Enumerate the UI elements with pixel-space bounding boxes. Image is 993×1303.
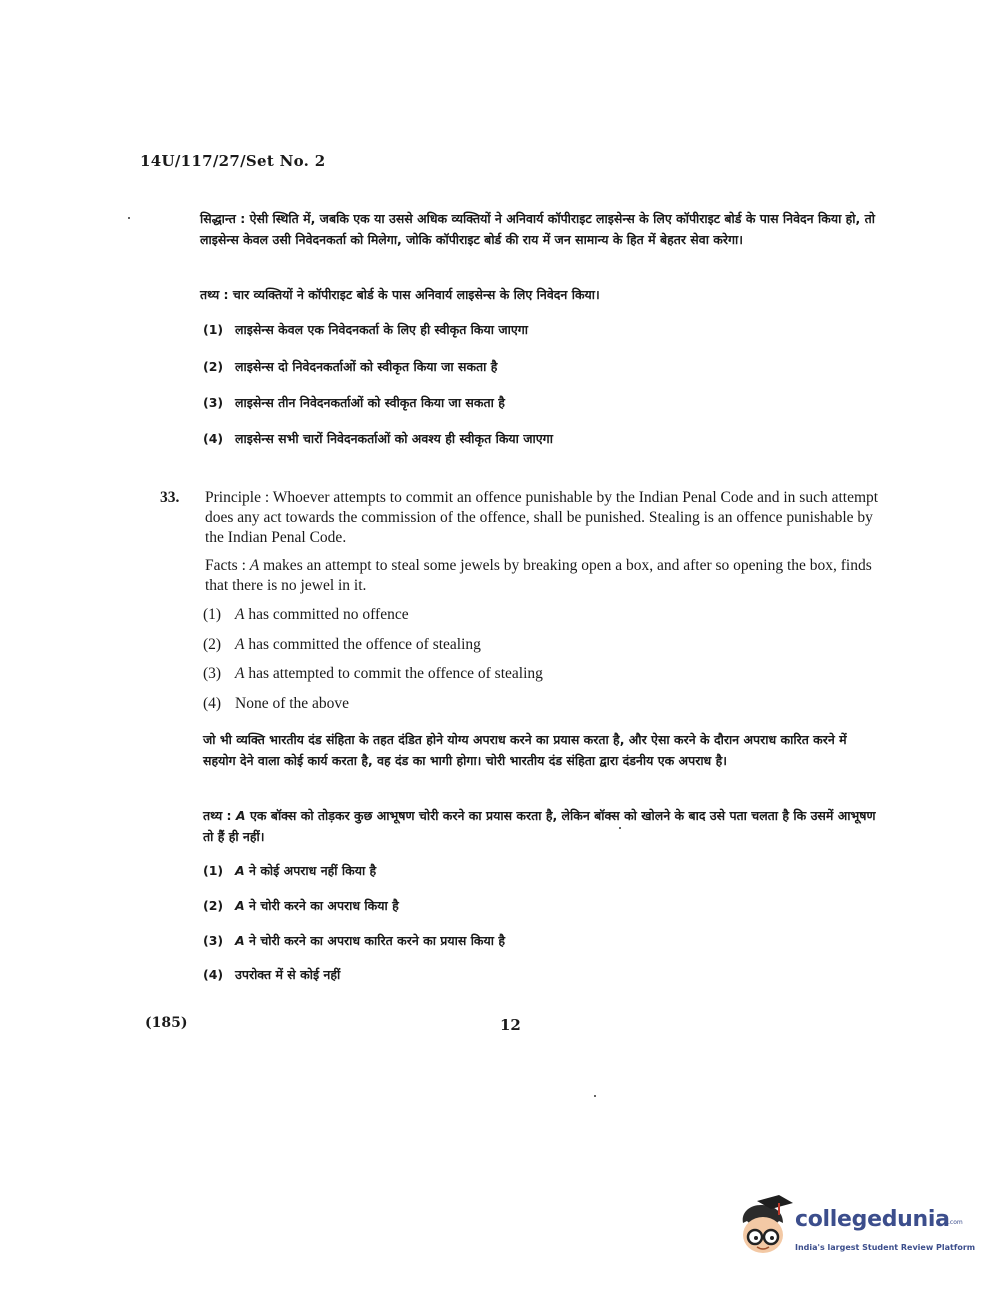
option-text: लाइसेन्स दो निवेदनकर्ताओं को स्वीकृत किया जा सकता है (235, 359, 498, 374)
brand-tagline: India's largest Student Review Platform (795, 1243, 976, 1252)
q33-hindi-principle: जो भी व्यक्ति भारतीय दंड संहिता के तहत दंडित होने योग्य अपराध करने का प्रयास करता है, और ऐसा करने के दौरान अपराध कारित करने में सहयोग देने वाला कोई कार्य करता है, वह दंड का भागी होगा। चोरी भारतीय दंड संहिता द्वारा दंडनीय एक अपराध है। (203, 732, 847, 768)
scan-speck (619, 827, 621, 829)
q33-option-3 (203, 664, 543, 684)
option-number: (3) (203, 933, 224, 948)
q32-option-3 (203, 392, 505, 413)
option-text: लाइसेन्स तीन निवेदनकर्ताओं को स्वीकृत किया जा सकता है (235, 395, 505, 410)
option-number: (4) (203, 431, 224, 446)
option-number: (2) (203, 359, 224, 374)
option-text: लाइसेन्स केवल एक निवेदनकर्ता के लिए ही स्वीकृत किया जाएगा (235, 322, 529, 337)
q32-option-1 (203, 319, 528, 340)
option-number: (4) (203, 695, 222, 712)
q33-option-4 (203, 694, 349, 714)
option-actor: A (235, 636, 245, 653)
facts-actor: A (235, 808, 246, 823)
q33-hindi-facts (203, 805, 880, 847)
option-actor: A (235, 665, 245, 682)
option-number: (3) (203, 665, 222, 682)
option-text: लाइसेन्स सभी चारों निवेदनकर्ताओं को अवश्य ही स्वीकृत किया जाएगा (235, 431, 553, 446)
option-number: (1) (203, 606, 222, 623)
booklet-code: (185) (145, 1015, 188, 1031)
paper-set-code: 14U/117/27/Set No. 2 (140, 152, 326, 170)
brand-domain: .com (948, 1219, 963, 1226)
facts-label: तथ्य : (203, 808, 236, 823)
question-number: 33. (160, 489, 180, 506)
option-number: (1) (203, 322, 224, 337)
option-number: (1) (203, 863, 224, 878)
option-actor: A (235, 606, 245, 623)
scan-speck (594, 1095, 596, 1097)
q33-hindi-option-4 (203, 964, 340, 985)
option-text: उपरोक्त में से कोई नहीं (235, 967, 341, 982)
option-text: has attempted to commit the offence of stealing (244, 665, 543, 682)
facts-text: makes an attempt to steal some jewels by breaking open a box, and after so opening the box, finds that there is no jewel in it. (205, 557, 872, 594)
scan-speck (128, 217, 130, 219)
q33-hindi-option-1 (203, 860, 376, 881)
page-number: 12 (500, 1016, 521, 1034)
q33-option-1 (203, 605, 409, 625)
q33-option-2 (203, 635, 481, 655)
option-text: has committed the offence of stealing (244, 636, 481, 653)
option-text: has committed no offence (244, 606, 409, 623)
option-number: (3) (203, 395, 224, 410)
option-text: None of the above (235, 695, 350, 712)
facts-label: Facts : (205, 557, 250, 574)
option-text: ने चोरी करने का अपराध किया है (244, 898, 399, 913)
q32-option-2 (203, 356, 497, 377)
option-number: (4) (203, 967, 224, 982)
q33-hindi-option-3 (203, 930, 505, 951)
brand-name: collegedunia (795, 1207, 950, 1232)
q32-hindi-principle: सिद्धान्त : ऐसी स्थिति में, जबकि एक या उससे अधिक व्यक्तियों ने अनिवार्य कॉपीराइट लाइसेन्स के लिए कॉपीराइट बोर्ड के पास निवेदन किया हो, तो लाइसेन्स केवल उसी निवेदनकर्ता को मिलेगा, जोकि कॉपीराइट बोर्ड की राय में जन सामान्य के हित में बेहतर सेवा करेगा। (200, 211, 875, 247)
option-actor: A (235, 898, 245, 913)
facts-text: एक बॉक्स को तोड़कर कुछ आभूषण चोरी करने का प्रयास करता है, लेकिन बॉक्स को खोलने के बाद उसे पता चलता है कि उसमें आभूषण तो हैं ही नहीं। (203, 808, 876, 844)
option-text: ने चोरी करने का अपराध कारित करने का प्रयास किया है (244, 933, 506, 948)
q33-principle: Principle : Whoever attempts to commit an offence punishable by the Indian Penal Code and in such attempt does any act towards the commission of the offence, shall be punished. Stealing is an offence punishable by the Indian Penal Code. (205, 489, 879, 546)
q32-option-4 (203, 428, 553, 449)
option-number: (2) (203, 636, 222, 653)
option-actor: A (235, 933, 245, 948)
q33-facts (205, 556, 880, 596)
q32-hindi-facts: तथ्य : चार व्यक्तियों ने कॉपीराइट बोर्ड के पास अनिवार्य लाइसेन्स के लिए निवेदन किया। (200, 287, 600, 302)
option-actor: A (235, 863, 245, 878)
option-number: (2) (203, 898, 224, 913)
q33-hindi-option-2 (203, 895, 399, 916)
facts-actor: A (249, 557, 260, 574)
option-text: ने कोई अपराध नहीं किया है (244, 863, 377, 878)
